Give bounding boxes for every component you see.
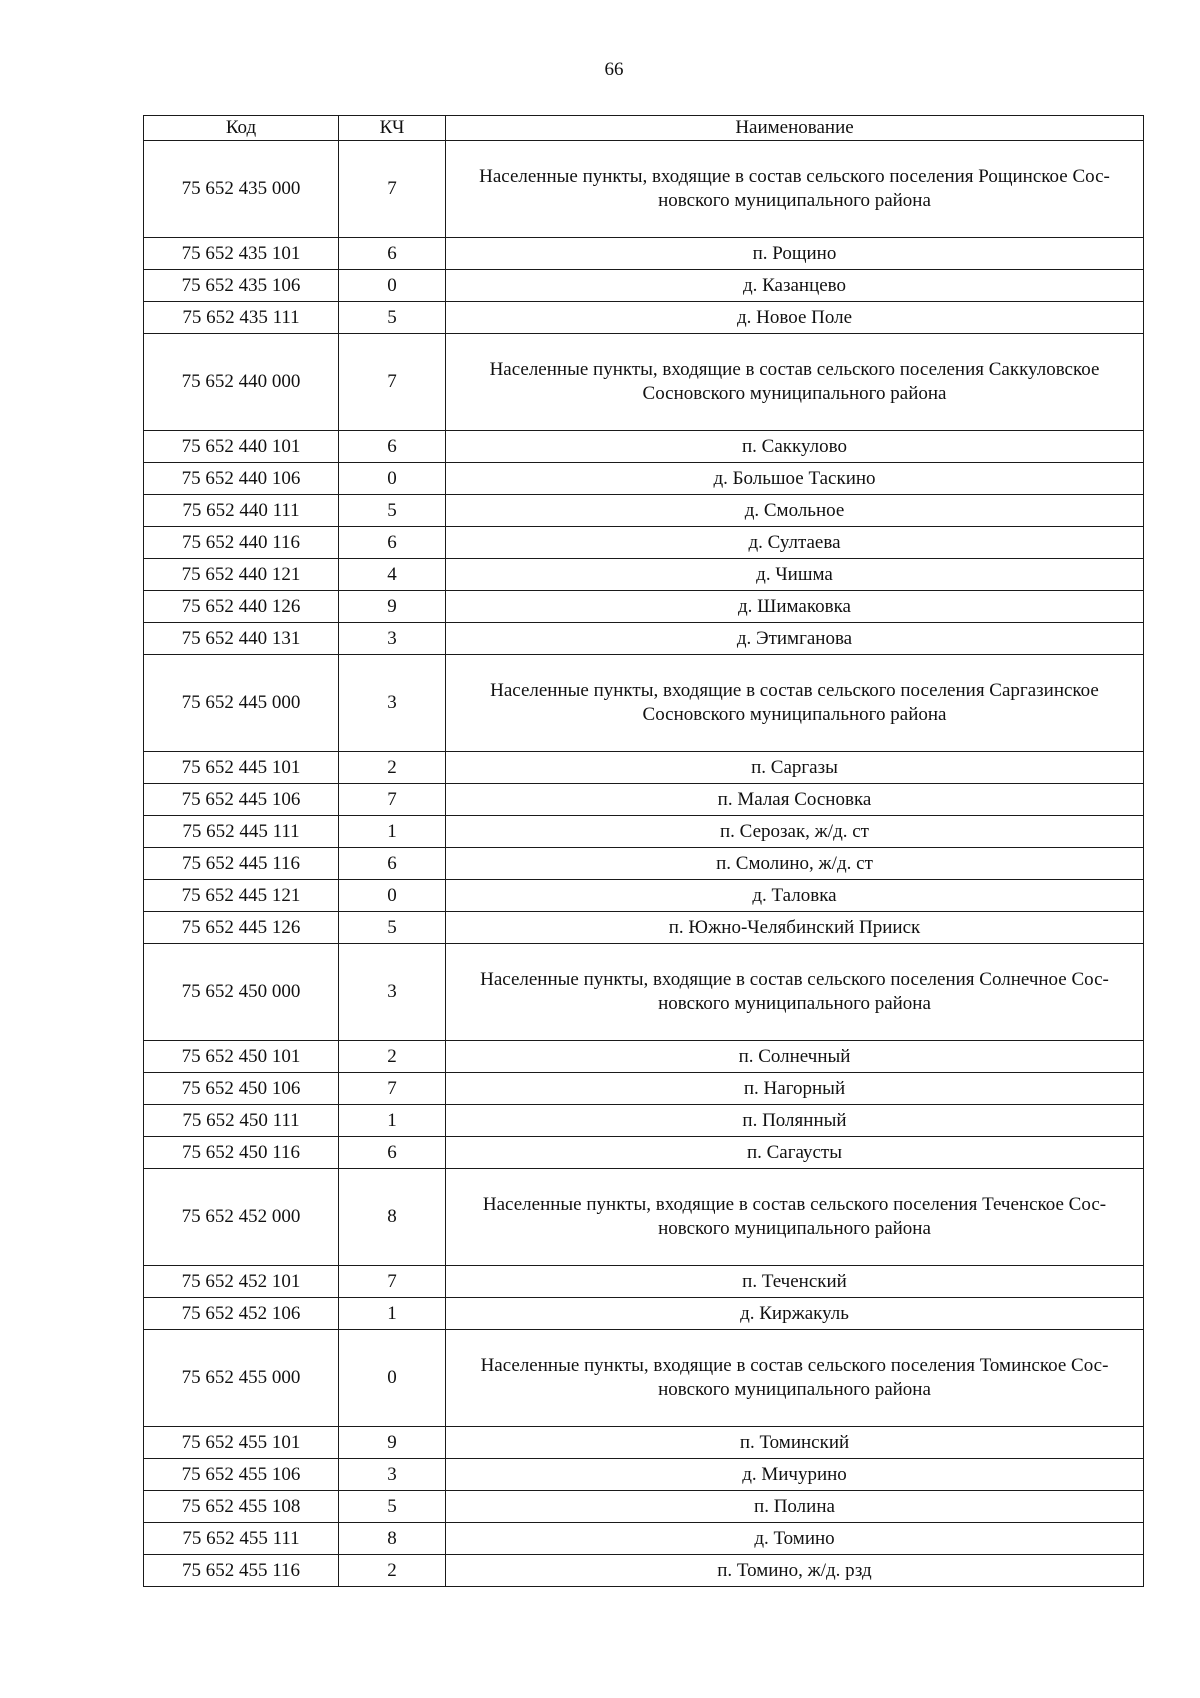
cell-name-line-1: Населенные пункты, входящие в состав сельского поселения Солнечное Сос- — [480, 969, 1109, 990]
table-row — [144, 880, 1144, 912]
table-row — [144, 591, 1144, 623]
table-row — [144, 431, 1144, 463]
cell-kch: 0 — [339, 463, 446, 495]
cell-name: п. Томино, ж/д. рзд — [446, 1555, 1144, 1587]
cell-kch: 7 — [339, 141, 446, 238]
cell-code: 75 652 455 116 — [144, 1555, 339, 1587]
table-row — [144, 1041, 1144, 1073]
cell-code: 75 652 445 121 — [144, 880, 339, 912]
cell-name-line-1: Населенные пункты, входящие в состав сельского поселения Рощинское Сос- — [479, 166, 1110, 187]
cell-name: п. Теченский — [446, 1266, 1144, 1298]
cell-kch: 3 — [339, 623, 446, 655]
cell-kch: 5 — [339, 912, 446, 944]
page-number: 66 — [604, 59, 624, 80]
cell-name — [446, 944, 1144, 1041]
cell-kch: 1 — [339, 1105, 446, 1137]
cell-name: п. Смолино, ж/д. ст — [446, 848, 1144, 880]
cell-code: 75 652 455 000 — [144, 1330, 339, 1427]
cell-code: 75 652 440 126 — [144, 591, 339, 623]
cell-name: п. Саргазы — [446, 752, 1144, 784]
cell-code: 75 652 435 106 — [144, 270, 339, 302]
cell-code: 75 652 445 111 — [144, 816, 339, 848]
cell-kch: 7 — [339, 1073, 446, 1105]
cell-name: п. Полина — [446, 1491, 1144, 1523]
table-row — [144, 1105, 1144, 1137]
cell-code: 75 652 455 101 — [144, 1427, 339, 1459]
cell-kch: 4 — [339, 559, 446, 591]
cell-name — [446, 655, 1144, 752]
table-row — [144, 1427, 1144, 1459]
cell-name: д. Мичурино — [446, 1459, 1144, 1491]
cell-kch: 5 — [339, 495, 446, 527]
cell-name-line-1: Населенные пункты, входящие в состав сельского поселения Томинское Сос- — [480, 1355, 1109, 1376]
header-kch: КЧ — [339, 116, 446, 141]
cell-code: 75 652 455 106 — [144, 1459, 339, 1491]
cell-name: д. Казанцево — [446, 270, 1144, 302]
cell-code: 75 652 440 000 — [144, 334, 339, 431]
cell-name: д. Султаева — [446, 527, 1144, 559]
cell-name: д. Новое Поле — [446, 302, 1144, 334]
cell-name-line-2: новского муниципального района — [658, 1218, 931, 1239]
table-row — [144, 559, 1144, 591]
cell-kch: 2 — [339, 752, 446, 784]
table-row — [144, 1266, 1144, 1298]
cell-kch: 8 — [339, 1523, 446, 1555]
cell-kch: 7 — [339, 334, 446, 431]
cell-name-line-2: Сосновского муниципального района — [642, 383, 947, 404]
table-row — [144, 848, 1144, 880]
cell-name: п. Рощино — [446, 238, 1144, 270]
table-row — [144, 1459, 1144, 1491]
cell-code: 75 652 445 106 — [144, 784, 339, 816]
okato-table — [143, 115, 1144, 1587]
table-row — [144, 302, 1144, 334]
cell-code: 75 652 455 111 — [144, 1523, 339, 1555]
cell-code: 75 652 440 106 — [144, 463, 339, 495]
cell-code: 75 652 435 101 — [144, 238, 339, 270]
cell-name: п. Сагаусты — [446, 1137, 1144, 1169]
table-row — [144, 1491, 1144, 1523]
cell-name: д. Киржакуль — [446, 1298, 1144, 1330]
cell-name: д. Таловка — [446, 880, 1144, 912]
cell-kch: 6 — [339, 527, 446, 559]
cell-code: 75 652 452 106 — [144, 1298, 339, 1330]
table-row — [144, 1523, 1144, 1555]
cell-kch: 6 — [339, 848, 446, 880]
cell-name: д. Большое Таскино — [446, 463, 1144, 495]
cell-kch: 0 — [339, 270, 446, 302]
cell-name: д. Смольное — [446, 495, 1144, 527]
cell-code: 75 652 440 121 — [144, 559, 339, 591]
cell-name — [446, 141, 1144, 238]
table-row — [144, 270, 1144, 302]
table-row — [144, 816, 1144, 848]
cell-name: п. Томинский — [446, 1427, 1144, 1459]
table-row — [144, 1555, 1144, 1587]
cell-name — [446, 1330, 1144, 1427]
cell-name-line-2: новского муниципального района — [658, 993, 931, 1014]
cell-name: п. Малая Сосновка — [446, 784, 1144, 816]
table-header-row — [144, 116, 1144, 141]
cell-kch: 5 — [339, 1491, 446, 1523]
table-row-settlement-group — [144, 1169, 1144, 1266]
cell-name: д. Чишма — [446, 559, 1144, 591]
cell-name-line-1: Населенные пункты, входящие в состав сельского поселения Теченское Сос- — [482, 1194, 1107, 1215]
cell-code: 75 652 455 108 — [144, 1491, 339, 1523]
cell-kch: 8 — [339, 1169, 446, 1266]
cell-code: 75 652 450 101 — [144, 1041, 339, 1073]
cell-kch: 0 — [339, 1330, 446, 1427]
cell-code: 75 652 445 101 — [144, 752, 339, 784]
cell-name: д. Этимганова — [446, 623, 1144, 655]
cell-kch: 1 — [339, 1298, 446, 1330]
table-body — [144, 141, 1144, 1587]
cell-kch: 2 — [339, 1555, 446, 1587]
table-row — [144, 1073, 1144, 1105]
cell-kch: 5 — [339, 302, 446, 334]
table-row-settlement-group — [144, 1330, 1144, 1427]
cell-code: 75 652 450 111 — [144, 1105, 339, 1137]
table-row — [144, 752, 1144, 784]
table-row — [144, 912, 1144, 944]
cell-code: 75 652 445 126 — [144, 912, 339, 944]
table-row-settlement-group — [144, 944, 1144, 1041]
cell-code: 75 652 445 000 — [144, 655, 339, 752]
cell-kch: 3 — [339, 655, 446, 752]
cell-kch: 3 — [339, 1459, 446, 1491]
table-row — [144, 1298, 1144, 1330]
cell-kch: 2 — [339, 1041, 446, 1073]
cell-kch: 6 — [339, 1137, 446, 1169]
cell-name: п. Солнечный — [446, 1041, 1144, 1073]
cell-code: 75 652 450 106 — [144, 1073, 339, 1105]
cell-code: 75 652 452 101 — [144, 1266, 339, 1298]
cell-name: д. Томино — [446, 1523, 1144, 1555]
cell-name-line-2: новского муниципального района — [658, 190, 931, 211]
table-row — [144, 527, 1144, 559]
cell-code: 75 652 440 131 — [144, 623, 339, 655]
cell-code: 75 652 435 111 — [144, 302, 339, 334]
cell-code: 75 652 452 000 — [144, 1169, 339, 1266]
cell-kch: 6 — [339, 238, 446, 270]
cell-kch: 1 — [339, 816, 446, 848]
header-name: Наименование — [446, 116, 1144, 141]
cell-name: д. Шимаковка — [446, 591, 1144, 623]
cell-kch: 7 — [339, 1266, 446, 1298]
table-row — [144, 463, 1144, 495]
table-row-settlement-group — [144, 141, 1144, 238]
header-code: Код — [144, 116, 339, 141]
cell-code: 75 652 440 101 — [144, 431, 339, 463]
cell-code: 75 652 450 000 — [144, 944, 339, 1041]
cell-code: 75 652 445 116 — [144, 848, 339, 880]
cell-code: 75 652 450 116 — [144, 1137, 339, 1169]
cell-name: п. Южно-Челябинский Прииск — [446, 912, 1144, 944]
table-row — [144, 623, 1144, 655]
table-row — [144, 784, 1144, 816]
cell-name-line-2: Сосновского муниципального района — [642, 704, 947, 725]
cell-kch: 7 — [339, 784, 446, 816]
cell-kch: 3 — [339, 944, 446, 1041]
table-row — [144, 495, 1144, 527]
cell-kch: 0 — [339, 880, 446, 912]
cell-name: п. Серозак, ж/д. ст — [446, 816, 1144, 848]
cell-code: 75 652 435 000 — [144, 141, 339, 238]
cell-name: п. Полянный — [446, 1105, 1144, 1137]
cell-name — [446, 334, 1144, 431]
cell-code: 75 652 440 111 — [144, 495, 339, 527]
cell-name: п. Саккулово — [446, 431, 1144, 463]
table-row — [144, 238, 1144, 270]
cell-name-line-1: Населенные пункты, входящие в состав сельского поселения Саккуловское — [489, 359, 1100, 380]
cell-kch: 9 — [339, 1427, 446, 1459]
cell-name-line-1: Населенные пункты, входящие в состав сельского поселения Саргазинское — [490, 680, 1099, 701]
cell-name — [446, 1169, 1144, 1266]
table-row-settlement-group — [144, 655, 1144, 752]
cell-name-line-2: новского муниципального района — [658, 1379, 931, 1400]
cell-code: 75 652 440 116 — [144, 527, 339, 559]
table-row — [144, 1137, 1144, 1169]
table-row-settlement-group — [144, 334, 1144, 431]
cell-kch: 6 — [339, 431, 446, 463]
cell-name: п. Нагорный — [446, 1073, 1144, 1105]
cell-kch: 9 — [339, 591, 446, 623]
